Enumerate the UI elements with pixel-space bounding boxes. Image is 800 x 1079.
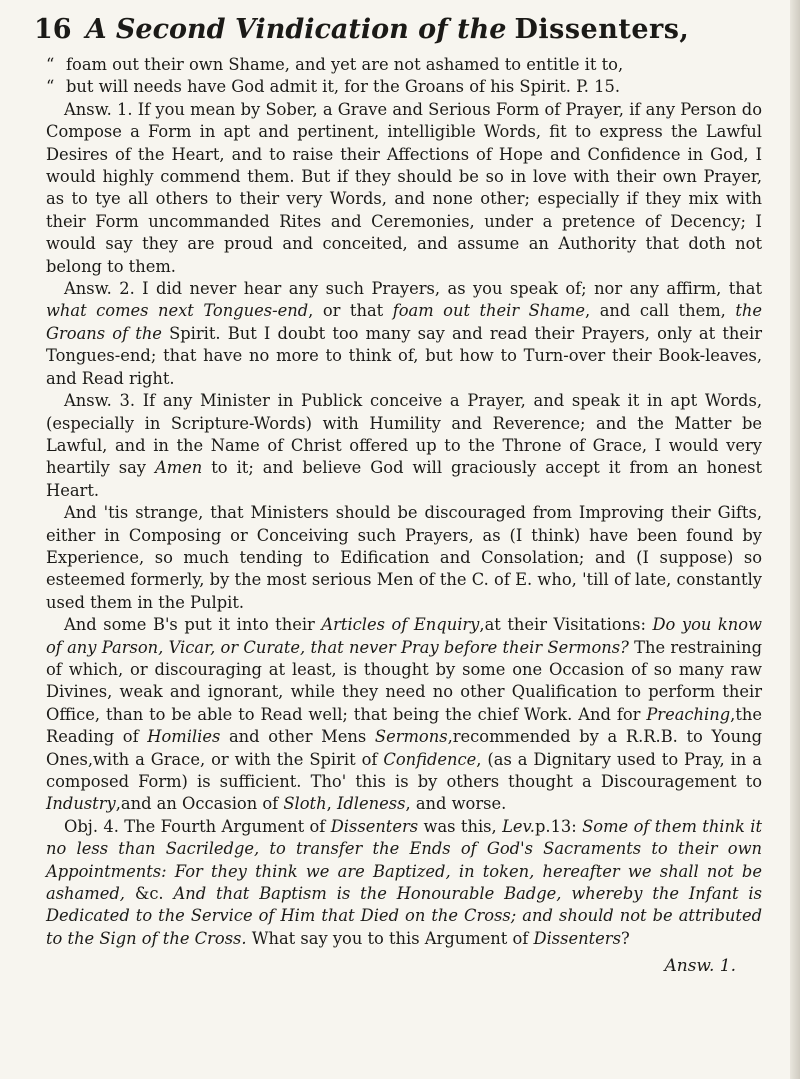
ministers-paragraph: And 'tis strange, that Ministers should be discouraged from Improving their Gifts, either in Composing or Conceiving such Prayers, as (I think) have been found by Experience, so much tending to Edification and Consolation; and (I suppose) so esteemed formerly, by the most serious Men of the C. of E. who, 'till of late, constantly used them in the Pulpit. (46, 503, 762, 612)
objection-4-paragraph: Obj. 4. The Fourth Argument of Dissenters was this, Lev.p.13: Some of them think it no less than Sacriledge, to transfer the Ends of God's Sacraments to their own Appointments: For they think we are Baptized, in token, hereafter we shall not be ashamed, &c. And that Baptism is the Honourable Badge, whereby the Infant is Dedicated to the Service of Him that Died on the Cross; and should not be attributed to the Sign of the Cross. What say you to this Argument of Dissenters? (46, 816, 762, 948)
answer-1-paragraph: Answ. 1. If you mean by Sober, a Grave and Serious Form of Prayer, if any Person do Compose a Form in apt and pertinent, intelligible Words, fit to express the Lawful Desires of the Heart, and to raise their Affections of Hope and Confidence in God, I would highly commend them. But if they should be so in love with their own Prayer, as to tye all others to their very Words, and none other; especially if they mix with their Form uncommanded Rites and Ceremonies, under a pretence of Decency; I would say they are proud and conceited, and assume an Authority that doth not belong to them. (46, 99, 762, 276)
page-gutter (790, 0, 800, 1079)
page-number: 16 (34, 14, 72, 45)
quote-line-2: “ but will needs have God admit it, for the Groans of his Spirit. P. 15. (46, 77, 620, 97)
body-text (46, 54, 762, 950)
answer-3-paragraph: Answ. 3. If any Minister in Publick conceive a Prayer, and speak it in apt Words, (especially in Scripture-Words) with Humility and Reverence; and the Matter be Lawful, and in the Name of Christ offered up to the Throne of Grace, I would very heartily say Amen to it; and believe God will graciously accept it from an honest Heart. (46, 391, 762, 500)
running-header (34, 8, 762, 52)
catchword: Answ. 1. (664, 956, 736, 977)
quote-line-1: “ foam out their own Shame, and yet are not ashamed to entitle it to, (46, 55, 624, 74)
answer-2-paragraph: Answ. 2. I did never hear any such Prayers, as you speak of; nor any affirm, that what comes next Tongues-end, or that foam out their Shame, and call them, the Groans of the Spirit. But I doubt too many say and read their Prayers, only at their Tongues-end; that have no more to think of, but how to Turn-over their Book-leaves, and Read right. (46, 279, 762, 388)
articles-paragraph: And some B's put it into their Articles of Enquiry,at their Visitations: Do you know of any Parson, Vicar, or Curate, that never Pray before their Sermons? The restraining of which, or discouraging at least, is thought by some one Occasion of so many raw Divines, weak and ignorant, while they need no other Qualification to perform their Office, than to be able to Read well; that being the chief Work. And for Preaching,the Reading of Homilies and other Mens Sermons,recommended by a R.R.B. to Young Ones,with a Grace, or with the Spirit of Confidence, (as a Dignitary used to Pray, in a composed Form) is sufficient. Tho' this is by others thought a Discouragement to Industry,and an Occasion of Sloth, Idleness, and worse. (46, 615, 762, 814)
running-title: A Second Vindication of the (85, 14, 507, 45)
running-title-end: Dissenters, (514, 14, 690, 45)
